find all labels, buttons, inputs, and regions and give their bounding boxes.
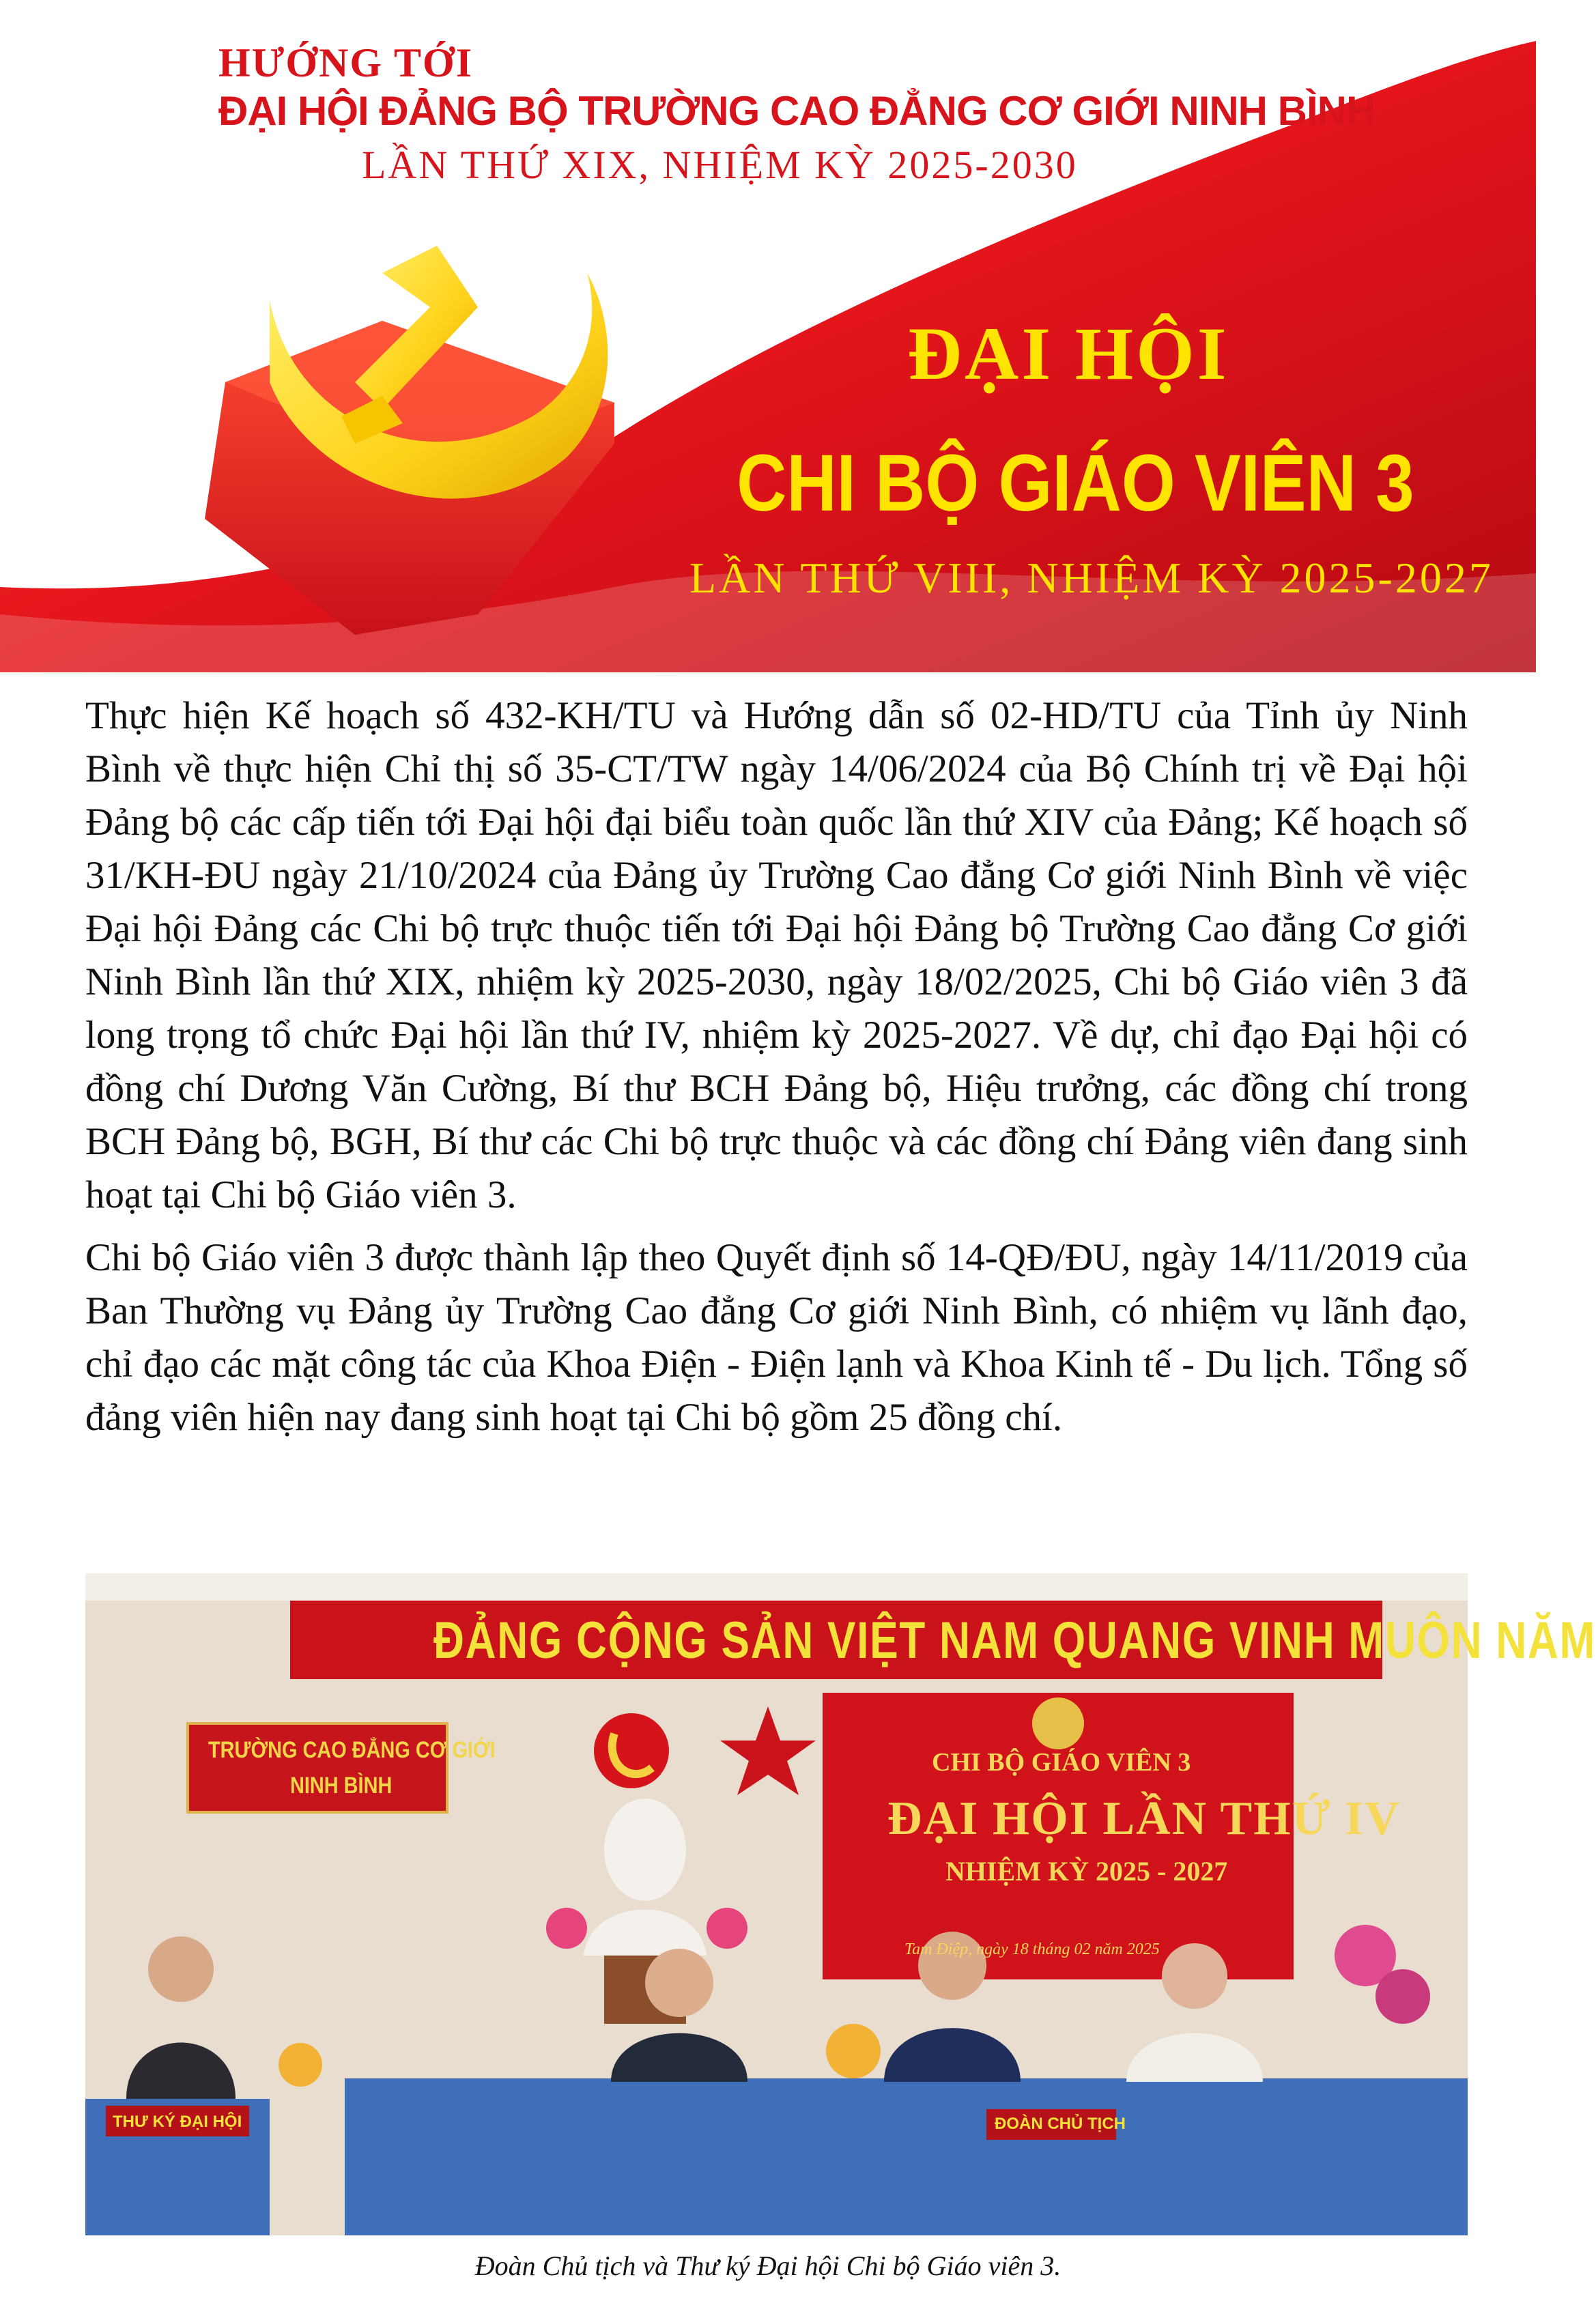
header-banner [0,0,1536,672]
header-line-3: LẦN THỨ XIX, NHIỆM KỲ 2025-2030 [362,143,1078,187]
photo-school-sign-line-2: NINH BÌNH [290,1773,393,1799]
photo-caption: Đoàn Chủ tịch và Thư ký Đại hội Chi bộ Giáo viên 3. [474,2250,1061,2281]
photo-backdrop-line-1: CHI BỘ GIÁO VIÊN 3 [932,1748,1191,1777]
header-line-2: ĐẠI HỘI ĐẢNG BỘ TRƯỜNG CAO ĐẲNG CƠ GIỚI NINH BÌNH [218,88,1376,134]
main-title-line-1: ĐẠI HỘI [907,312,1229,395]
event-photo [85,1573,1596,2235]
photo-backdrop-line-2: ĐẠI HỘI LẦN THỨ IV [887,1792,1401,1845]
photo-backdrop-line-3: NHIỆM KỲ 2025 - 2027 [945,1856,1228,1887]
photo-school-sign-line-1: TRƯỜNG CAO ĐẲNG CƠ GIỚI [208,1737,496,1763]
photo-plate-secretary: THƯ KÝ ĐẠI HỘI [113,2113,242,2131]
article-body [85,689,1468,1454]
main-title-line-3: LẦN THỨ VIII, NHIỆM KỲ 2025-2027 [689,554,1494,602]
article-paragraph-2: Chi bộ Giáo viên 3 được thành lập theo Quyết định số 14-QĐ/ĐU, ngày 14/11/2019 của Ban Thường vụ Đảng ủy Trường Cao đẳng Cơ giới Ninh Bình, có nhiệm vụ lãnh đạo, chỉ đạo các mặt công tác của Khoa Điện - Điện lạnh và Khoa Kinh tế - Du lịch. Tổng số đảng viên hiện nay đang sinh hoạt tại Chi bộ gồm 25 đồng chí. [85,1236,1468,1439]
header-line-1: HƯỚNG TỚI [218,40,474,85]
photo-slogan-banner: ĐẢNG CỘNG SẢN VIỆT NAM QUANG VINH MUÔN NĂM [433,1612,1596,1670]
photo-scene [85,1573,1468,2235]
photo-plate-presidium: ĐOÀN CHỦ TỊCH [995,2115,1126,2133]
article-paragraph-1: Thực hiện Kế hoạch số 432-KH/TU và Hướng dẫn số 02-HD/TU của Tỉnh ủy Ninh Bình về thực hiện Chỉ thị số 35-CT/TW ngày 14/06/2024 của Bộ Chính trị về Đại hội Đảng bộ các cấp tiến tới Đại hội đại biểu toàn quốc lần thứ XIV của Đảng; Kế hoạch số 31/KH-ĐU ngày 21/10/2024 của Đảng ủy Trường Cao đẳng Cơ giới Ninh Bình về việc Đại hội Đảng các Chi bộ trực thuộc tiến tới Đại hội Đảng bộ Trường Cao đẳng Cơ giới Ninh Bình lần thứ XIX, nhiệm kỳ 2025-2030, ngày 18/02/2025, Chi bộ Giáo viên 3 đã long trọng tổ chức Đại hội lần thứ IV, nhiệm kỳ 2025-2027. Về dự, chỉ đạo Đại hội có đồng chí Dương Văn Cường, Bí thư BCH Đảng bộ, Hiệu trưởng, các đồng chí trong BCH Đảng bộ, BGH, Bí thư các Chi bộ trực thuộc và các đồng chí Đảng viên đang sinh hoạt tại Chi bộ Giáo viên 3. [85,694,1468,1216]
photo-backdrop-date: Tam Điệp, ngày 18 tháng 02 năm 2025 [904,1941,1160,1958]
main-title-line-2: CHI BỘ GIÁO VIÊN 3 [737,438,1414,528]
